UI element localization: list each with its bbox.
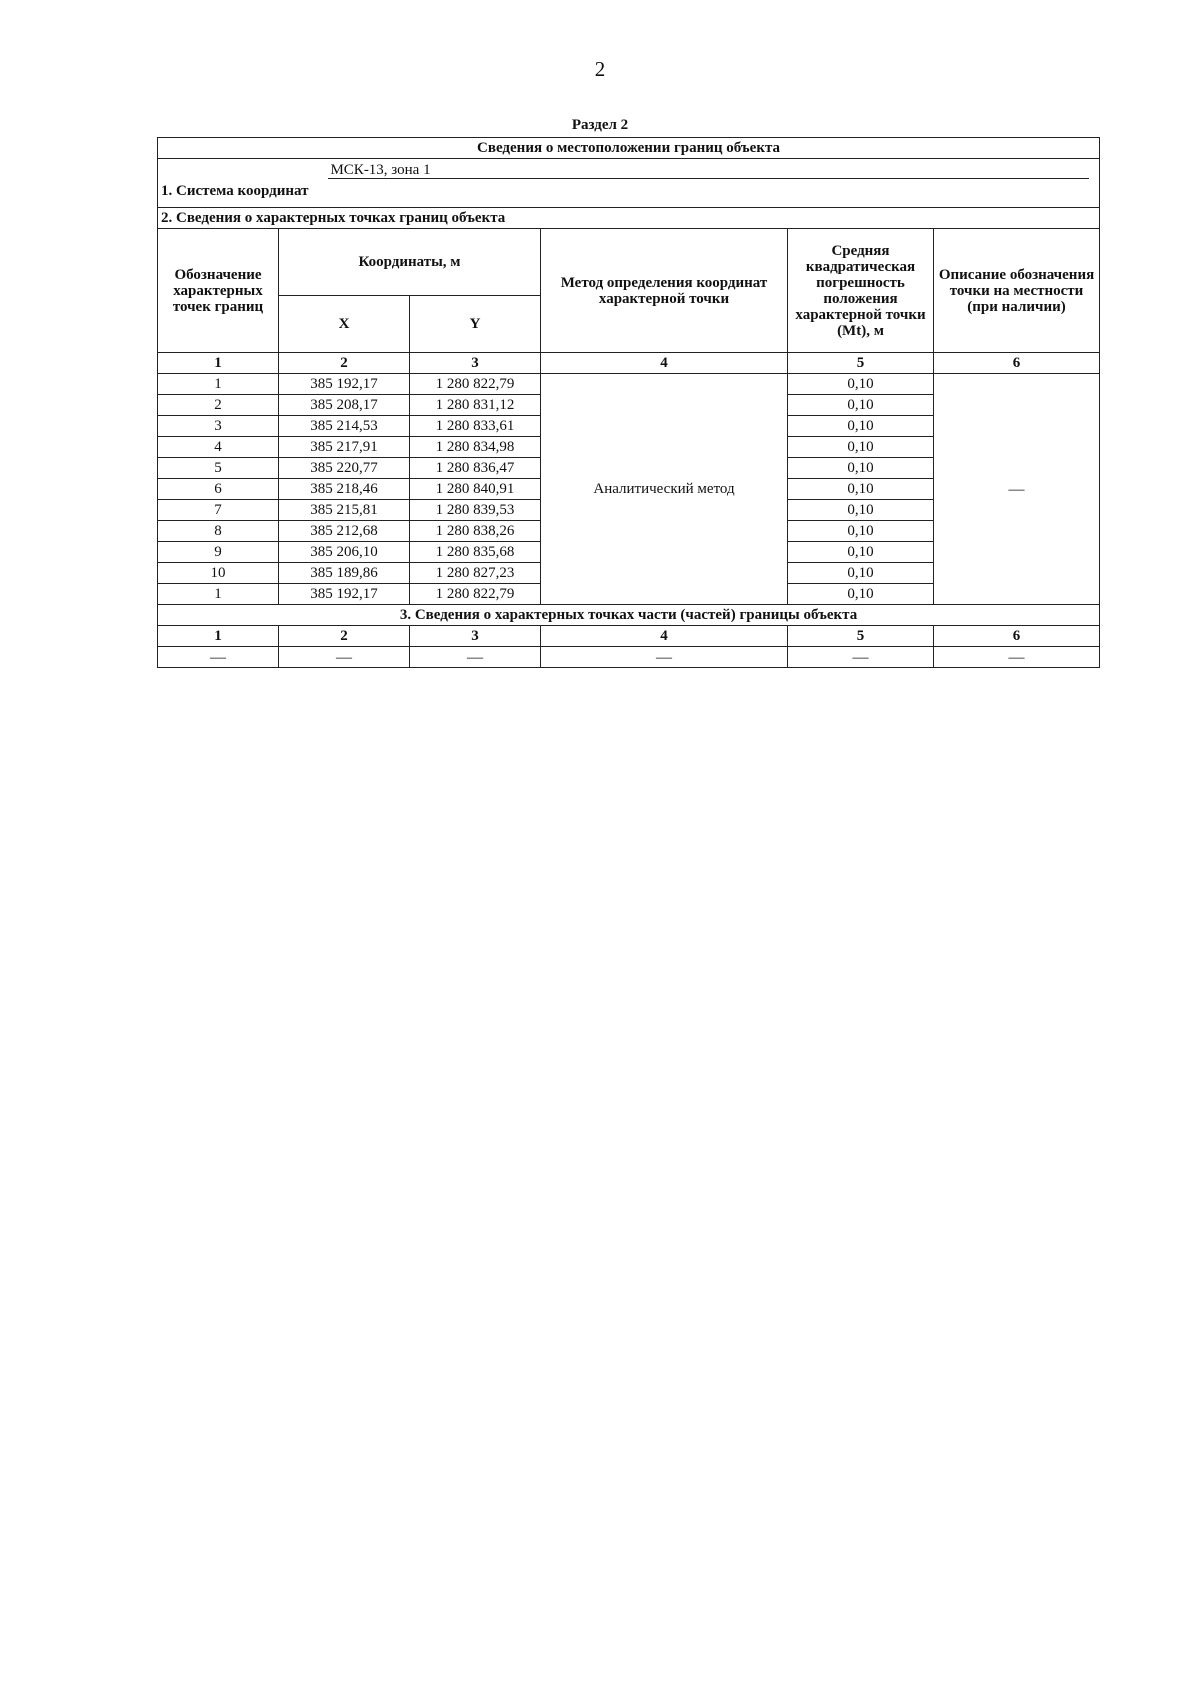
column-number: 1 bbox=[158, 353, 279, 374]
coord-x: 385 220,77 bbox=[279, 458, 410, 479]
mean-error: 0,10 bbox=[788, 395, 934, 416]
coord-x: 385 206,10 bbox=[279, 542, 410, 563]
description-cell: — bbox=[934, 374, 1100, 605]
point-id: 6 bbox=[158, 479, 279, 500]
column-number: 6 bbox=[934, 353, 1100, 374]
point-id: 9 bbox=[158, 542, 279, 563]
mean-error: 0,10 bbox=[788, 479, 934, 500]
coord-x: 385 192,17 bbox=[279, 374, 410, 395]
point-id: 10 bbox=[158, 563, 279, 584]
header-point-designation: Обозначение характерных точек границ bbox=[158, 229, 279, 353]
point-id: 5 bbox=[158, 458, 279, 479]
coord-x: 385 212,68 bbox=[279, 521, 410, 542]
point-id: 4 bbox=[158, 437, 279, 458]
table-row bbox=[158, 374, 1100, 395]
header-mean-error: Средняя квадратическая погрешность положения характерной точки (Mt), м bbox=[788, 229, 934, 353]
column-number: 2 bbox=[279, 626, 410, 647]
empty-dash: — bbox=[410, 647, 541, 668]
header-x: X bbox=[279, 296, 410, 353]
coord-x: 385 218,46 bbox=[279, 479, 410, 500]
column-number: 1 bbox=[158, 626, 279, 647]
mean-error: 0,10 bbox=[788, 458, 934, 479]
point-id: 8 bbox=[158, 521, 279, 542]
empty-dash: — bbox=[158, 647, 279, 668]
empty-dash: — bbox=[541, 647, 788, 668]
point-id: 7 bbox=[158, 500, 279, 521]
coord-y: 1 280 827,23 bbox=[410, 563, 541, 584]
coord-y: 1 280 831,12 bbox=[410, 395, 541, 416]
coord-y: 1 280 822,79 bbox=[410, 584, 541, 605]
column-number: 2 bbox=[279, 353, 410, 374]
mean-error: 0,10 bbox=[788, 521, 934, 542]
coord-y: 1 280 838,26 bbox=[410, 521, 541, 542]
coord-system-value: МСК-13, зона 1 bbox=[328, 156, 1089, 179]
boundary-table bbox=[157, 137, 1100, 668]
header-description: Описание обозначения точки на местности (при наличии) bbox=[934, 229, 1100, 353]
coord-x: 385 217,91 bbox=[279, 437, 410, 458]
coord-y: 1 280 840,91 bbox=[410, 479, 541, 500]
point-id: 2 bbox=[158, 395, 279, 416]
coord-x: 385 189,86 bbox=[279, 563, 410, 584]
point-id: 3 bbox=[158, 416, 279, 437]
table-caption: Сведения о местоположении границ объекта bbox=[158, 138, 1100, 159]
column-number: 4 bbox=[541, 353, 788, 374]
page-number: 2 bbox=[594, 57, 606, 81]
coord-y: 1 280 835,68 bbox=[410, 542, 541, 563]
column-number: 3 bbox=[410, 353, 541, 374]
coord-y: 1 280 834,98 bbox=[410, 437, 541, 458]
coord-system-cell bbox=[158, 159, 1100, 208]
coord-x: 385 215,81 bbox=[279, 500, 410, 521]
header-coordinates: Координаты, м bbox=[279, 229, 541, 296]
coord-system-label: 1. Система координат bbox=[161, 183, 309, 199]
empty-dash: — bbox=[279, 647, 410, 668]
table-row bbox=[158, 647, 1100, 668]
column-number: 4 bbox=[541, 626, 788, 647]
point-id: 1 bbox=[158, 584, 279, 605]
coord-x: 385 192,17 bbox=[279, 584, 410, 605]
header-y: Y bbox=[410, 296, 541, 353]
section-title: Раздел 2 bbox=[571, 117, 629, 133]
column-number: 5 bbox=[788, 353, 934, 374]
mean-error: 0,10 bbox=[788, 584, 934, 605]
column-number: 5 bbox=[788, 626, 934, 647]
mean-error: 0,10 bbox=[788, 374, 934, 395]
column-number: 3 bbox=[410, 626, 541, 647]
mean-error: 0,10 bbox=[788, 563, 934, 584]
coord-x: 385 214,53 bbox=[279, 416, 410, 437]
mean-error: 0,10 bbox=[788, 416, 934, 437]
header-method: Метод определения координат характерной точки bbox=[541, 229, 788, 353]
coord-y: 1 280 836,47 bbox=[410, 458, 541, 479]
point-id: 1 bbox=[158, 374, 279, 395]
coord-y: 1 280 839,53 bbox=[410, 500, 541, 521]
coord-x: 385 208,17 bbox=[279, 395, 410, 416]
mean-error: 0,10 bbox=[788, 500, 934, 521]
mean-error: 0,10 bbox=[788, 437, 934, 458]
points-heading: 2. Сведения о характерных точках границ объекта bbox=[158, 208, 1100, 229]
coord-y: 1 280 833,61 bbox=[410, 416, 541, 437]
mean-error: 0,10 bbox=[788, 542, 934, 563]
empty-dash: — bbox=[934, 647, 1100, 668]
empty-dash: — bbox=[788, 647, 934, 668]
coord-y: 1 280 822,79 bbox=[410, 374, 541, 395]
column-number: 6 bbox=[934, 626, 1100, 647]
method-cell: Аналитический метод bbox=[541, 374, 788, 605]
parts-heading: 3. Сведения о характерных точках части (частей) границы объекта bbox=[158, 605, 1100, 626]
